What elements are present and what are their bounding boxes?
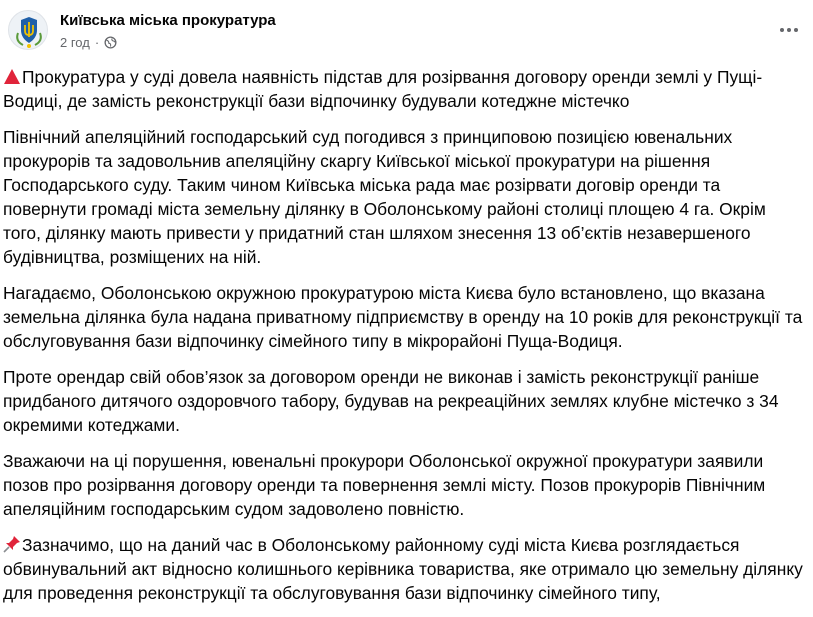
pushpin-icon (3, 535, 21, 553)
more-options-icon[interactable] (777, 20, 801, 40)
post-paragraph-3: Нагадаємо, Оболонською окружною прокуратурою міста Києва було встановлено, що вказана земельна ділянка була надана приватному підприємству в оренду на 10 років для реконструкції та обслуговування бази відпочинку сімейного типу в мікрорайоні Пуща-Водиця. (3, 283, 803, 351)
meta-separator: · (94, 35, 100, 50)
post-paragraph-1: Прокуратура у суді довела наявність підстав для розірвання договору оренди землі у Пущі-Водиці, де замість реконструкції бази відпочинку будували котеджне містечко (3, 67, 763, 111)
red-triangle-icon (3, 68, 21, 85)
post-meta (60, 35, 117, 50)
avatar[interactable] (8, 10, 48, 50)
post-header (8, 10, 805, 60)
post-paragraph-4: Проте орендар свій обов’язок за договором оренди не виконав і замість реконструкції раніше придбаного дитячого оздоровчого табору, будував на рекреаційних землях клубне містечко з 34 окремими котеджами. (3, 367, 779, 435)
post-paragraph-2: Північний апеляційний господарський суд погодився з принциповою позицією ювенальних прокурорів та задовольнив апеляційну скаргу Київської міської прокуратури на рішення Господарського суду. Таким чином Київська міська рада має розірвати договір оренди та повернути громаді міста земельну ділянку в Оболонському районі столиці площею 4 га. Окрім того, ділянку мають привести у придатний стан шляхом знесення 13 об’єктів незавершеного будівництва, розміщених на ній. (3, 127, 766, 267)
post-paragraph-5: Зважаючи на ці порушення, ювенальні прокурори Оболонської окружної прокуратури заявили позов про розірвання договору оренди та повернення землі місту. Позов прокурорів Північним апеляційним господарським судом задоволено повністю. (3, 451, 766, 519)
post-text (3, 65, 803, 617)
timestamp-link[interactable]: 2 год (60, 35, 90, 50)
post-paragraph-6: Зазначимо, що на даний час в Оболонському районному суді міста Києва розглядається обвинувальний акт відносно колишнього керівника товариства, яке отримало цю земельну ділянку для проведення реконструкції та обслуговування бази відпочинку сімейного типу, (3, 535, 803, 603)
coat-of-arms-logo (9, 11, 48, 50)
page-name-link[interactable]: Київська міська прокуратура (60, 12, 276, 29)
globe-icon[interactable] (104, 36, 117, 49)
